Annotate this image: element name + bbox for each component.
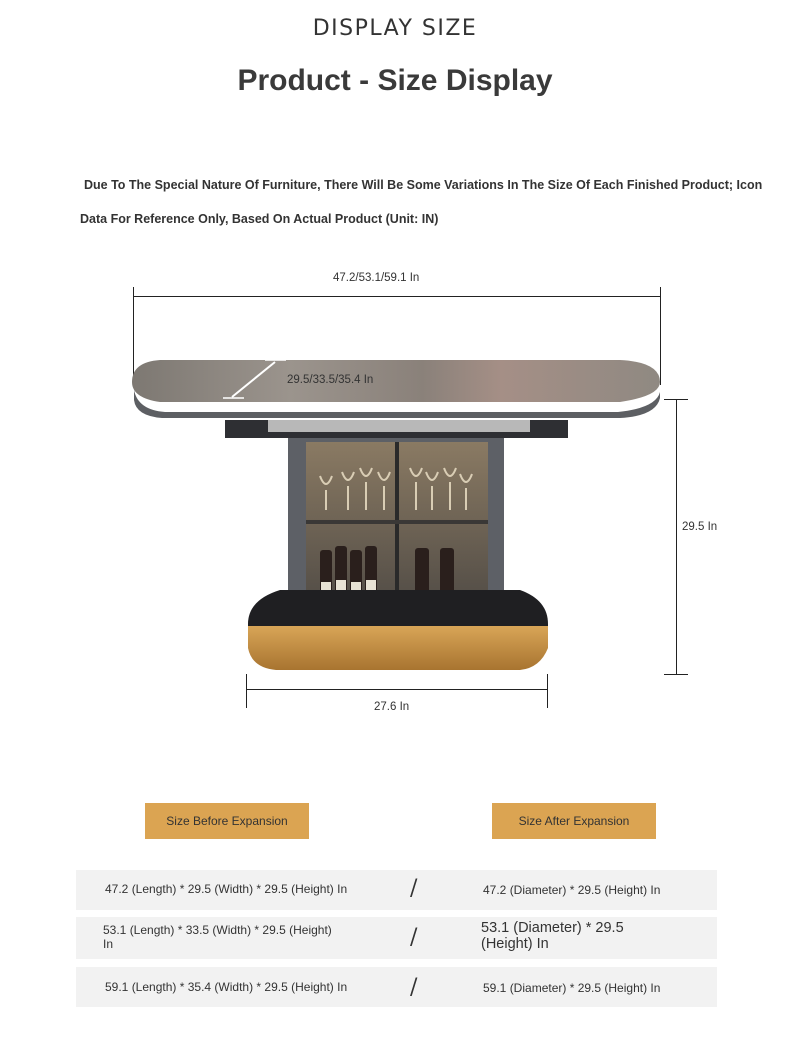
size-after-3: 59.1 (Diameter) * 29.5 (Height) In [483, 981, 661, 995]
height-top-tick [664, 399, 688, 400]
size-before-1: 47.2 (Length) * 29.5 (Width) * 29.5 (Height) In [105, 882, 348, 896]
size-row-1 [76, 870, 717, 910]
size-row-3 [76, 967, 717, 1007]
size-after-1: 47.2 (Diameter) * 29.5 (Height) In [483, 883, 661, 897]
height-bottom-tick [664, 674, 688, 675]
size-before-3: 59.1 (Length) * 35.4 (Width) * 29.5 (Height) In [105, 980, 348, 994]
table-illustration [120, 350, 680, 680]
notice-line-2: Data For Reference Only, Based On Actual Product (Unit: IN) [80, 212, 439, 226]
page-title: Product - Size Display [237, 64, 553, 97]
row-separator-1: / [410, 876, 418, 901]
base-width-dimension-label: 27.6 In [374, 701, 410, 713]
tabletop-surface [132, 360, 660, 402]
height-dimension-line [676, 399, 677, 675]
row-separator-2: / [410, 925, 418, 950]
size-row-2 [76, 917, 717, 959]
length-dimension-label: 47.2/53.1/59.1 In [333, 272, 420, 284]
base-width-dimension-line [246, 689, 548, 690]
width-dimension-label: 29.5/33.5/35.4 In [287, 374, 374, 386]
length-dimension-line [133, 296, 661, 297]
size-after-expansion-badge: Size After Expansion [492, 803, 656, 839]
base-left-tick [246, 674, 247, 708]
size-before-expansion-badge: Size Before Expansion [145, 803, 309, 839]
height-dimension-label: 29.5 In [682, 521, 718, 533]
size-before-2: 53.1 (Length) * 33.5 (Width) * 29.5 (Height) In [103, 923, 332, 951]
size-after-2: 53.1 (Diameter) * 29.5 (Height) In [481, 920, 624, 952]
base-right-tick [547, 674, 548, 708]
gold-base-band [248, 626, 548, 670]
section-title: DISPLAY SIZE [312, 16, 478, 41]
row-separator-3: / [410, 975, 418, 1000]
notice-line-1: Due To The Special Nature Of Furniture, There Will Be Some Variations In The Size Of Each Finished Product; Icon [84, 178, 763, 192]
